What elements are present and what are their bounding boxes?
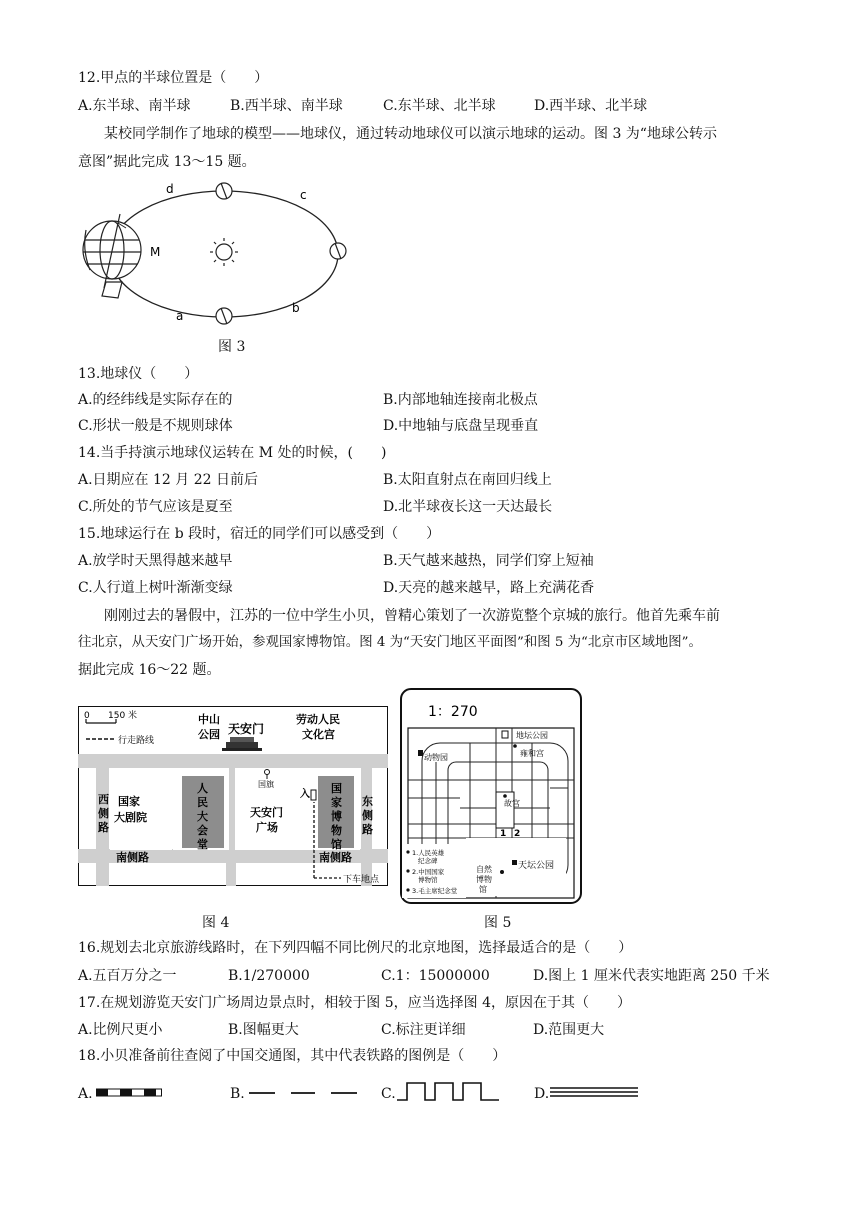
orbit-ellipse — [110, 191, 338, 317]
label-num-1: 1 — [500, 829, 507, 839]
q12-stem: 12.甲点的半球位置是（ ） — [78, 70, 269, 86]
label-m: M — [150, 245, 161, 259]
q16-option-c: C.1：15000000 — [381, 968, 490, 984]
label-xicelu-2: 侧 — [98, 807, 109, 820]
intro1-line2: 意图”据此完成 13～15 题。 — [78, 154, 256, 170]
q12-option-c: C.东半球、北半球 — [383, 98, 496, 114]
sun-icon — [210, 238, 238, 266]
figure-5-beijing-map — [400, 688, 582, 904]
label-tiantan: 天坛公园 — [518, 861, 555, 871]
figure-3-orbit-diagram — [78, 178, 368, 326]
q17-option-d: D.范围更大 — [533, 1022, 605, 1038]
label-num-2: 2 — [514, 829, 521, 839]
label-c: c — [300, 188, 307, 202]
q12-option-a: A.东半球、南半球 — [78, 98, 191, 114]
label-yonghegong: 雍和宫 — [520, 749, 544, 758]
label-dahuitang-1: 人 — [197, 782, 208, 795]
intro2-line1: 刚刚过去的暑假中，江苏的一位中学生小贝，曾精心策划了一次游览整个京城的旅行。他首先乘车前 — [104, 608, 720, 624]
q17-option-c: C.标注更详细 — [381, 1022, 466, 1038]
q17-stem: 17.在规划游览天安门广场周边景点时，相较于图 5，应当选择图 4，原因在于其（ ） — [78, 995, 631, 1011]
label-juyuan-1: 国家 — [118, 795, 140, 808]
q14-stem: 14.当手持演示地球仪运转在 M 处的时候，( ) — [78, 445, 387, 461]
figure-4-caption: 图 4 — [202, 915, 230, 931]
label-tiananmen: 天安门 — [228, 722, 265, 736]
q13-option-a: A.的经纬线是实际存在的 — [78, 392, 233, 408]
globe-model — [83, 214, 141, 298]
map-scale: 1：270 — [428, 704, 478, 720]
label-bowuguan-1: 国 — [331, 782, 342, 795]
q15-option-c: C.人行道上树叶渐渐变绿 — [78, 580, 233, 596]
label-d: d — [166, 182, 174, 196]
q18-letter-b: B. — [230, 1086, 245, 1102]
label-a: a — [176, 309, 184, 323]
label-b: b — [292, 301, 300, 315]
earth-top — [216, 183, 232, 199]
label-laodong-2: 文化宫 — [302, 728, 335, 741]
q17-option-b: B.图幅更大 — [228, 1022, 299, 1038]
q13-stem: 13.地球仪（ ） — [78, 366, 199, 382]
q17-option-a: A.比例尺更小 — [78, 1022, 163, 1038]
q14-option-c: C.所处的节气应该是夏至 — [78, 499, 233, 515]
q15-option-b: B.天气越来越热，同学们穿上短袖 — [383, 553, 594, 569]
q16-option-d: D.图上 1 厘米代表实地距离 250 千米 — [533, 968, 770, 984]
scale-value: 150 米 — [108, 711, 138, 721]
q14-option-b: B.太阳直射点在南回归线上 — [383, 472, 552, 488]
legend-symbol-d — [550, 1085, 640, 1099]
label-dongcelu-2: 侧 — [362, 809, 373, 822]
legend-line-3: 2.中国国家 — [412, 868, 445, 876]
figure-5-caption: 图 5 — [484, 915, 512, 931]
label-dropoff: 下车地点 — [343, 875, 380, 885]
q18-letter-d: D. — [534, 1086, 550, 1102]
label-dongcelu-3: 路 — [362, 823, 373, 836]
label-bowuguan-2: 家 — [331, 796, 342, 809]
q18-letter-a: A. — [78, 1086, 93, 1102]
label-xicelu-3: 路 — [98, 821, 109, 834]
label-dahuitang-5: 堂 — [197, 838, 208, 851]
q14-option-a: A.日期应在 12 月 22 日前后 — [78, 472, 258, 488]
q15-option-a: A.放学时天黑得越来越早 — [78, 553, 233, 569]
q13-option-c: C.形状一般是不规则球体 — [78, 418, 233, 434]
q12-option-d: D.西半球、北半球 — [534, 98, 648, 114]
label-bowuguan-3: 博 — [331, 810, 342, 823]
legend-symbol-a — [96, 1088, 162, 1098]
label-bowuguan-4: 物 — [331, 824, 342, 837]
earth-bottom — [216, 308, 232, 324]
intro1-line1: 某校同学制作了地球的模型——地球仪，通过转动地球仪可以演示地球的运动。图 3 为“地球公转示 — [104, 126, 717, 142]
intro2-line2: 往北京，从天安门广场开始，参观国家博物馆。图 4 为“天安门地区平面图”和图 5 为“北京市区域地图”。 — [78, 635, 702, 650]
intro2-line3: 据此完成 16～22 题。 — [78, 662, 221, 678]
label-zhongshan-2: 公园 — [198, 728, 220, 741]
route-legend-label: 行走路线 — [118, 736, 155, 746]
label-dongcelu-1: 东 — [362, 795, 373, 808]
earth-right — [330, 243, 346, 259]
q16-option-b: B.1/270000 — [228, 968, 310, 984]
label-nancelu-right: 南侧路 — [319, 851, 352, 864]
q13-option-d: D.中地轴与底盘呈现垂直 — [383, 418, 539, 434]
label-dahuitang-2: 民 — [197, 796, 208, 809]
label-guangchang-2: 广场 — [256, 821, 278, 834]
label-laodong-1: 劳动人民 — [296, 713, 340, 726]
q13-option-b: B.内部地轴连接南北极点 — [383, 392, 538, 408]
q15-stem: 15.地球运行在 b 段时，宿迁的同学们可以感受到（ ） — [78, 526, 441, 542]
legend-symbol-b — [249, 1088, 359, 1098]
label-dahuitang-4: 会 — [197, 824, 208, 837]
label-ziran-3: 馆 — [479, 885, 487, 894]
figure-4-tiananmen-map — [78, 706, 388, 886]
label-dongwuyuan: 动物园 — [424, 753, 448, 762]
figure-3-caption: 图 3 — [218, 339, 246, 355]
label-ziran-2: 博物 — [476, 875, 492, 884]
label-xicelu-1: 西 — [98, 793, 109, 806]
q16-stem: 16.规划去北京旅游线路时，在下列四幅不同比例尺的北京地图，选择最适合的是（ ） — [78, 940, 633, 956]
q16-option-a: A.五百万分之一 — [78, 968, 177, 984]
q18-stem: 18.小贝准备前往查阅了中国交通图，其中代表铁路的图例是（ ） — [78, 1048, 507, 1064]
legend-symbol-c — [397, 1080, 501, 1102]
legend-line-4: 博物馆 — [418, 876, 438, 884]
label-gugong: 故宫 — [504, 799, 520, 808]
label-guoqi: 国旗 — [258, 780, 274, 789]
scale-zero: 0 — [84, 711, 90, 721]
legend-line-5: 3.毛主席纪念堂 — [412, 887, 458, 895]
label-ditan: 地坛公园 — [516, 731, 548, 740]
label-entrance: 入 — [300, 789, 310, 800]
legend-line-2: 纪念碑 — [418, 857, 438, 865]
legend-line-1: 1.人民英雄 — [412, 849, 445, 857]
q18-letter-c: C. — [381, 1086, 396, 1102]
label-dahuitang-3: 大 — [197, 810, 208, 823]
label-juyuan-2: 大剧院 — [114, 811, 147, 824]
label-ziran-1: 自然 — [476, 865, 492, 874]
label-guangchang-1: 天安门 — [250, 806, 283, 819]
q14-option-d: D.北半球夜长这一天达最长 — [383, 499, 553, 515]
q12-option-b: B.西半球、南半球 — [230, 98, 343, 114]
label-zhongshan-1: 中山 — [198, 713, 220, 726]
label-nancelu-left: 南侧路 — [116, 851, 149, 864]
q15-option-d: D.天亮的越来越早，路上充满花香 — [383, 580, 595, 596]
label-bowuguan-5: 馆 — [331, 838, 342, 851]
